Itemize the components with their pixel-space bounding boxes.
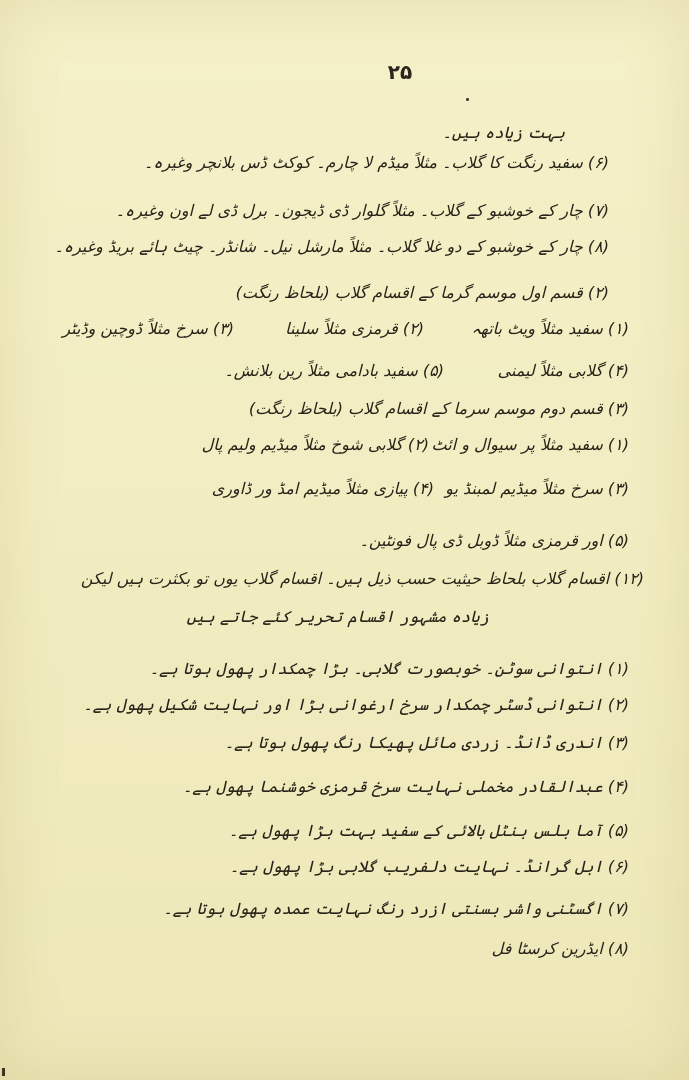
text-line: (۲) گلابی شوخ مثلاً میڈیم ولیم پال xyxy=(201,435,429,454)
text-line: (۸) چار کے خوشبو کے دو غلا گلاب۔ مثلاً مارشل نیل۔ شانڈر۔ چیٹ ہائے بریڈ وغیرہ۔ xyxy=(54,237,609,256)
text-line: (۵) اور قرمزی مثلاً ڈوبل ڈی پال فونٹین۔ xyxy=(359,531,629,550)
text-line: (۳) اندری ڈانڈ۔ زردی مائل پھیکا رنگ پھول ہوتا ہے۔ xyxy=(224,733,629,752)
text-line: (۸) ایڈرین کرسٹا فل xyxy=(491,939,629,958)
text-line: (۱) سفید مثلاً ویٹ باتھہ xyxy=(471,319,629,338)
ink-dot xyxy=(466,98,469,101)
text-line: (۴) پیازی مثلاً میڈیم امڈ ور ڈاوری xyxy=(211,479,434,498)
text-line: بہت زیادہ ہیں۔ xyxy=(442,123,565,142)
text-line: (۳) سرخ مثلاً میڈیم لمبنڈ یو xyxy=(445,479,629,498)
text-line: (۳) سرخ مثلاً ڈوچین وڈیٹر xyxy=(62,319,234,338)
text-line: (۴) عبدالقادر مخملی نہایت سرخ قرمزی خوشنما پھول ہے۔ xyxy=(182,777,629,796)
text-line: (۲) انتوانی ڈسٹر چمکدار سرخ ارغوانی بڑا اور نہایت شکیل پھول ہے۔ xyxy=(83,695,629,714)
text-line: (۷) اگسٹنی واشر بسنتی ازرد رنگ نہایت عمدہ پھول ہوتا ہے۔ xyxy=(163,899,629,918)
text-line: (۷) چار کے خوشبو کے گلاب۔ مثلاً گلوار ڈی ڈیجون۔ برل ڈی لے اون وغیرہ۔ xyxy=(115,201,609,220)
text-line: (۲) قرمزی مثلاً سلینا xyxy=(285,319,424,338)
text-line: (۳) قسم دوم موسم سرما کے اقسام گلاب (بلحاظ رنگت) xyxy=(248,399,629,418)
text-line: (۵) سفید بادامی مثلاً رین بلانش۔ xyxy=(224,361,444,380)
text-line: (۵) آما بلس بنٹل بالائی کے سفید بہت بڑا پھول ہے۔ xyxy=(228,821,629,840)
text-line: زیادہ مشہور اقسام تحریر کئے جاتے ہیں xyxy=(186,607,489,626)
text-line: (۱) انتوانی سوٹن۔ خوبصورت گلابی۔ بڑا چمکدار پھول ہوتا ہے۔ xyxy=(149,659,629,678)
page-number: ۲۵ xyxy=(387,60,413,84)
text-line: (۶) سفید رنگت کا گلاب۔ مثلاً میڈم لا چارم۔ کوکٹ ڈس بلانچر وغیرہ۔ xyxy=(143,153,609,172)
text-line: (۶) ابل گرانڈ۔ نہایت دلفریب گلابی بڑا پھول ہے۔ xyxy=(229,857,629,876)
text-line: (۱) سفید مثلاً پر سیوال و ائٹ xyxy=(431,435,629,454)
page-mark xyxy=(2,1068,5,1076)
text-line: (۱۲) اقسام گلاب بلحاظ حیثیت حسب ذیل ہیں۔ اقسام گلاب یوں تو بکثرت ہیں لیکن xyxy=(80,569,644,588)
text-line: (۲) قسم اول موسم گرما کے اقسام گلاب (بلحاظ رنگت) xyxy=(235,283,609,302)
text-line: (۴) گلابی مثلاً لیمنی xyxy=(497,361,629,380)
